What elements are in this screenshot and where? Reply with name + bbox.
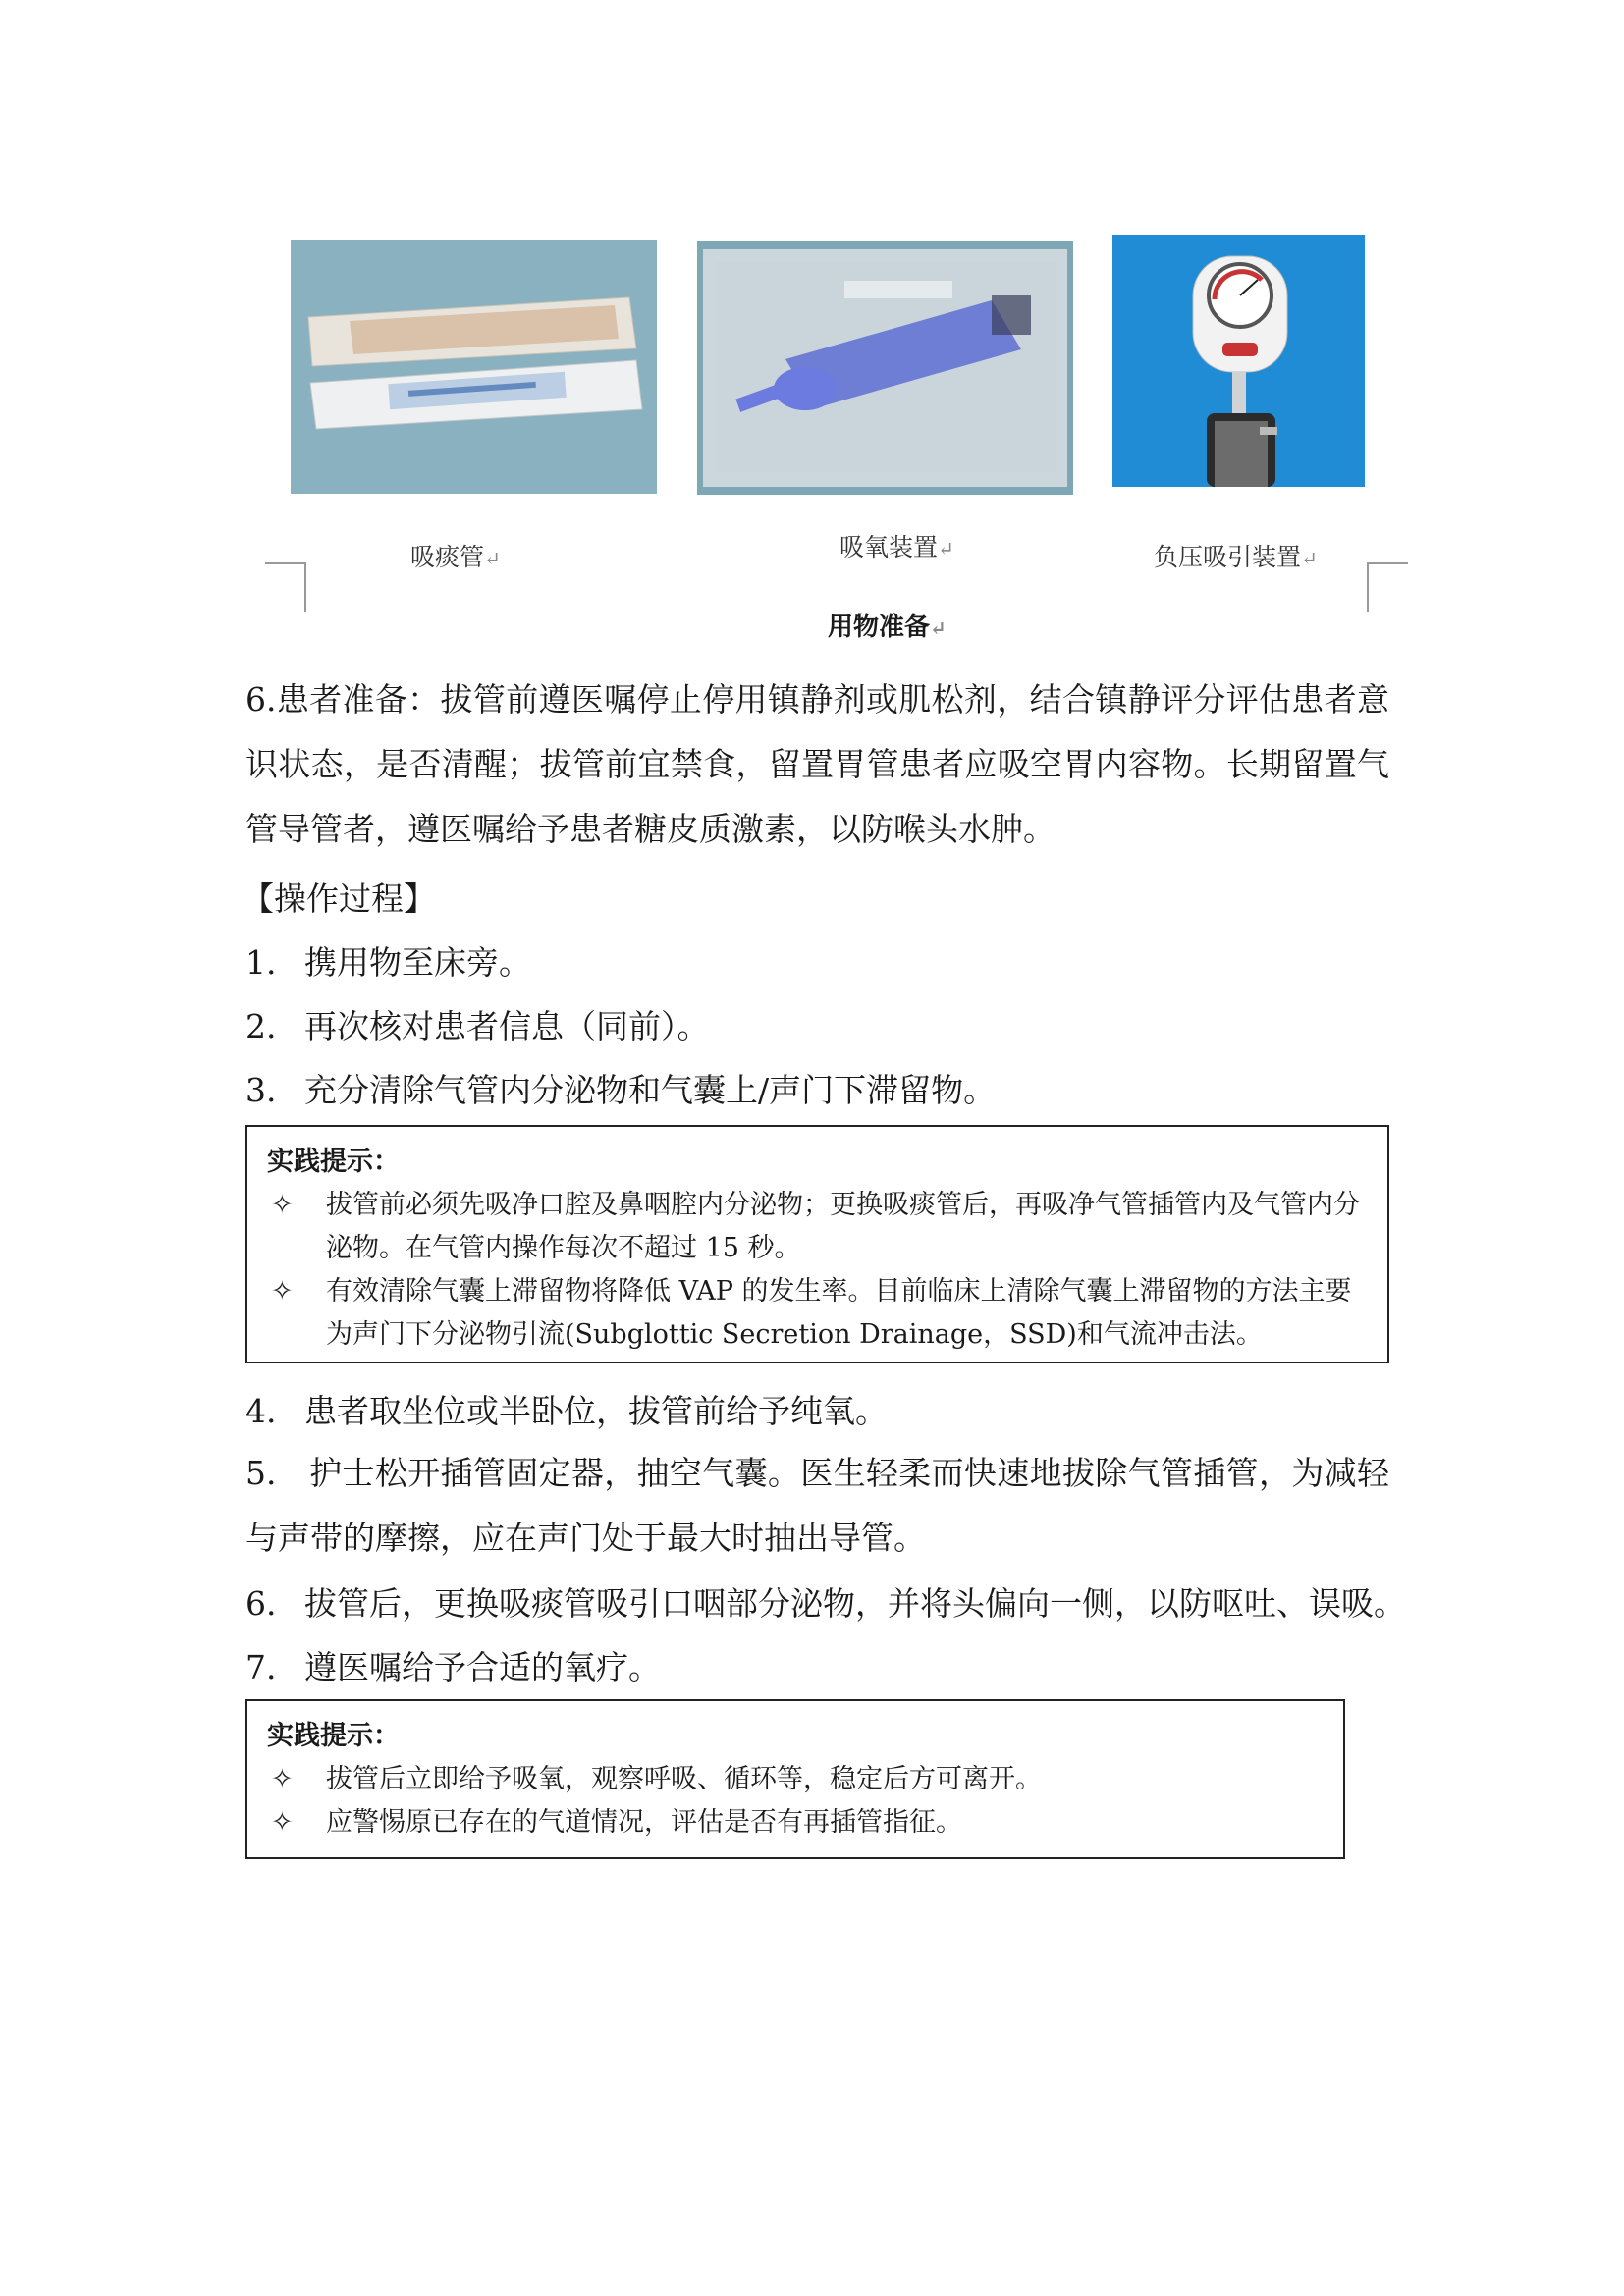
- margin-corner-left: [265, 562, 306, 612]
- photo-suction-device: [1112, 235, 1365, 487]
- tip-box-2-item: ✧ 应警惕原已存在的气道情况，评估是否有再插管指征。: [267, 1801, 1326, 1844]
- step-2: 2. 再次核对患者信息（同前）。: [245, 1007, 710, 1045]
- practice-tip-box-1: [245, 1125, 1389, 1363]
- tip-box-2-item: ✧ 拔管后立即给予吸氧，观察呼吸、循环等，稳定后方可离开。: [267, 1758, 1326, 1801]
- step-6: 6. 拔管后，更换吸痰管吸引口咽部分泌物，并将头偏向一侧，以防呕吐、误吸。: [245, 1584, 1406, 1623]
- figure-title: 用物准备↵: [828, 613, 947, 642]
- caption-suction-catheter: 吸痰管↵: [410, 543, 501, 571]
- bullet-star-icon: ✧: [271, 1807, 294, 1838]
- bullet-star-icon: ✧: [271, 1764, 294, 1794]
- photo-oxygen-device: [697, 241, 1073, 495]
- tip-box-2-title: 实践提示：: [267, 1721, 400, 1751]
- step-1: 1. 携用物至床旁。: [245, 943, 531, 982]
- step-4: 4. 患者取坐位或半卧位，拔管前给予纯氧。: [245, 1392, 888, 1430]
- practice-tip-box-2: [245, 1699, 1345, 1859]
- photo-suction-catheter: [291, 240, 657, 494]
- section-heading: 【操作过程】: [242, 880, 436, 918]
- patient-prep-paragraph: 6.患者准备：拔管前遵医嘱停止停用镇静剂或肌松剂，结合镇静评分评估患者意识状态，是否清醒；拔管前宜禁食，留置胃管患者应吸空胃内容物。长期留置气管导管者，遵医嘱给予患者糖皮质激素，以防喉头水肿。: [245, 680, 1389, 848]
- step-7: 7. 遵医嘱给予合适的氧疗。: [245, 1648, 661, 1686]
- margin-corner-right: [1367, 562, 1408, 612]
- caption-suction-device: 负压吸引装置↵: [1154, 543, 1318, 571]
- bullet-star-icon: ✧: [271, 1276, 294, 1307]
- tip-box-1-item: ✧ 有效清除气囊上滞留物将降低 VAP 的发生率。目前临床上清除气囊上滞留物的方法主要为声门下分泌物引流(Subglottic Secretion Drainage，SSD)和气流冲击法。: [267, 1270, 1370, 1357]
- caption-oxygen-device: 吸氧装置↵: [839, 533, 954, 561]
- bullet-star-icon: ✧: [271, 1190, 294, 1220]
- step-5: 5. 护士松开插管固定器，抽空气囊。医生轻柔而快速地拔除气管插管，为减轻与声带的摩擦，应在声门处于最大时抽出导管。: [245, 1454, 1389, 1557]
- tip-box-1-title: 实践提示：: [267, 1147, 400, 1177]
- step-3: 3. 充分清除气管内分泌物和气囊上/声门下滞留物。: [245, 1071, 997, 1109]
- tip-box-1-item: ✧ 拔管前必须先吸净口腔及鼻咽腔内分泌物；更换吸痰管后，再吸净气管插管内及气管内分泌物。在气管内操作每次不超过 15 秒。: [267, 1184, 1370, 1270]
